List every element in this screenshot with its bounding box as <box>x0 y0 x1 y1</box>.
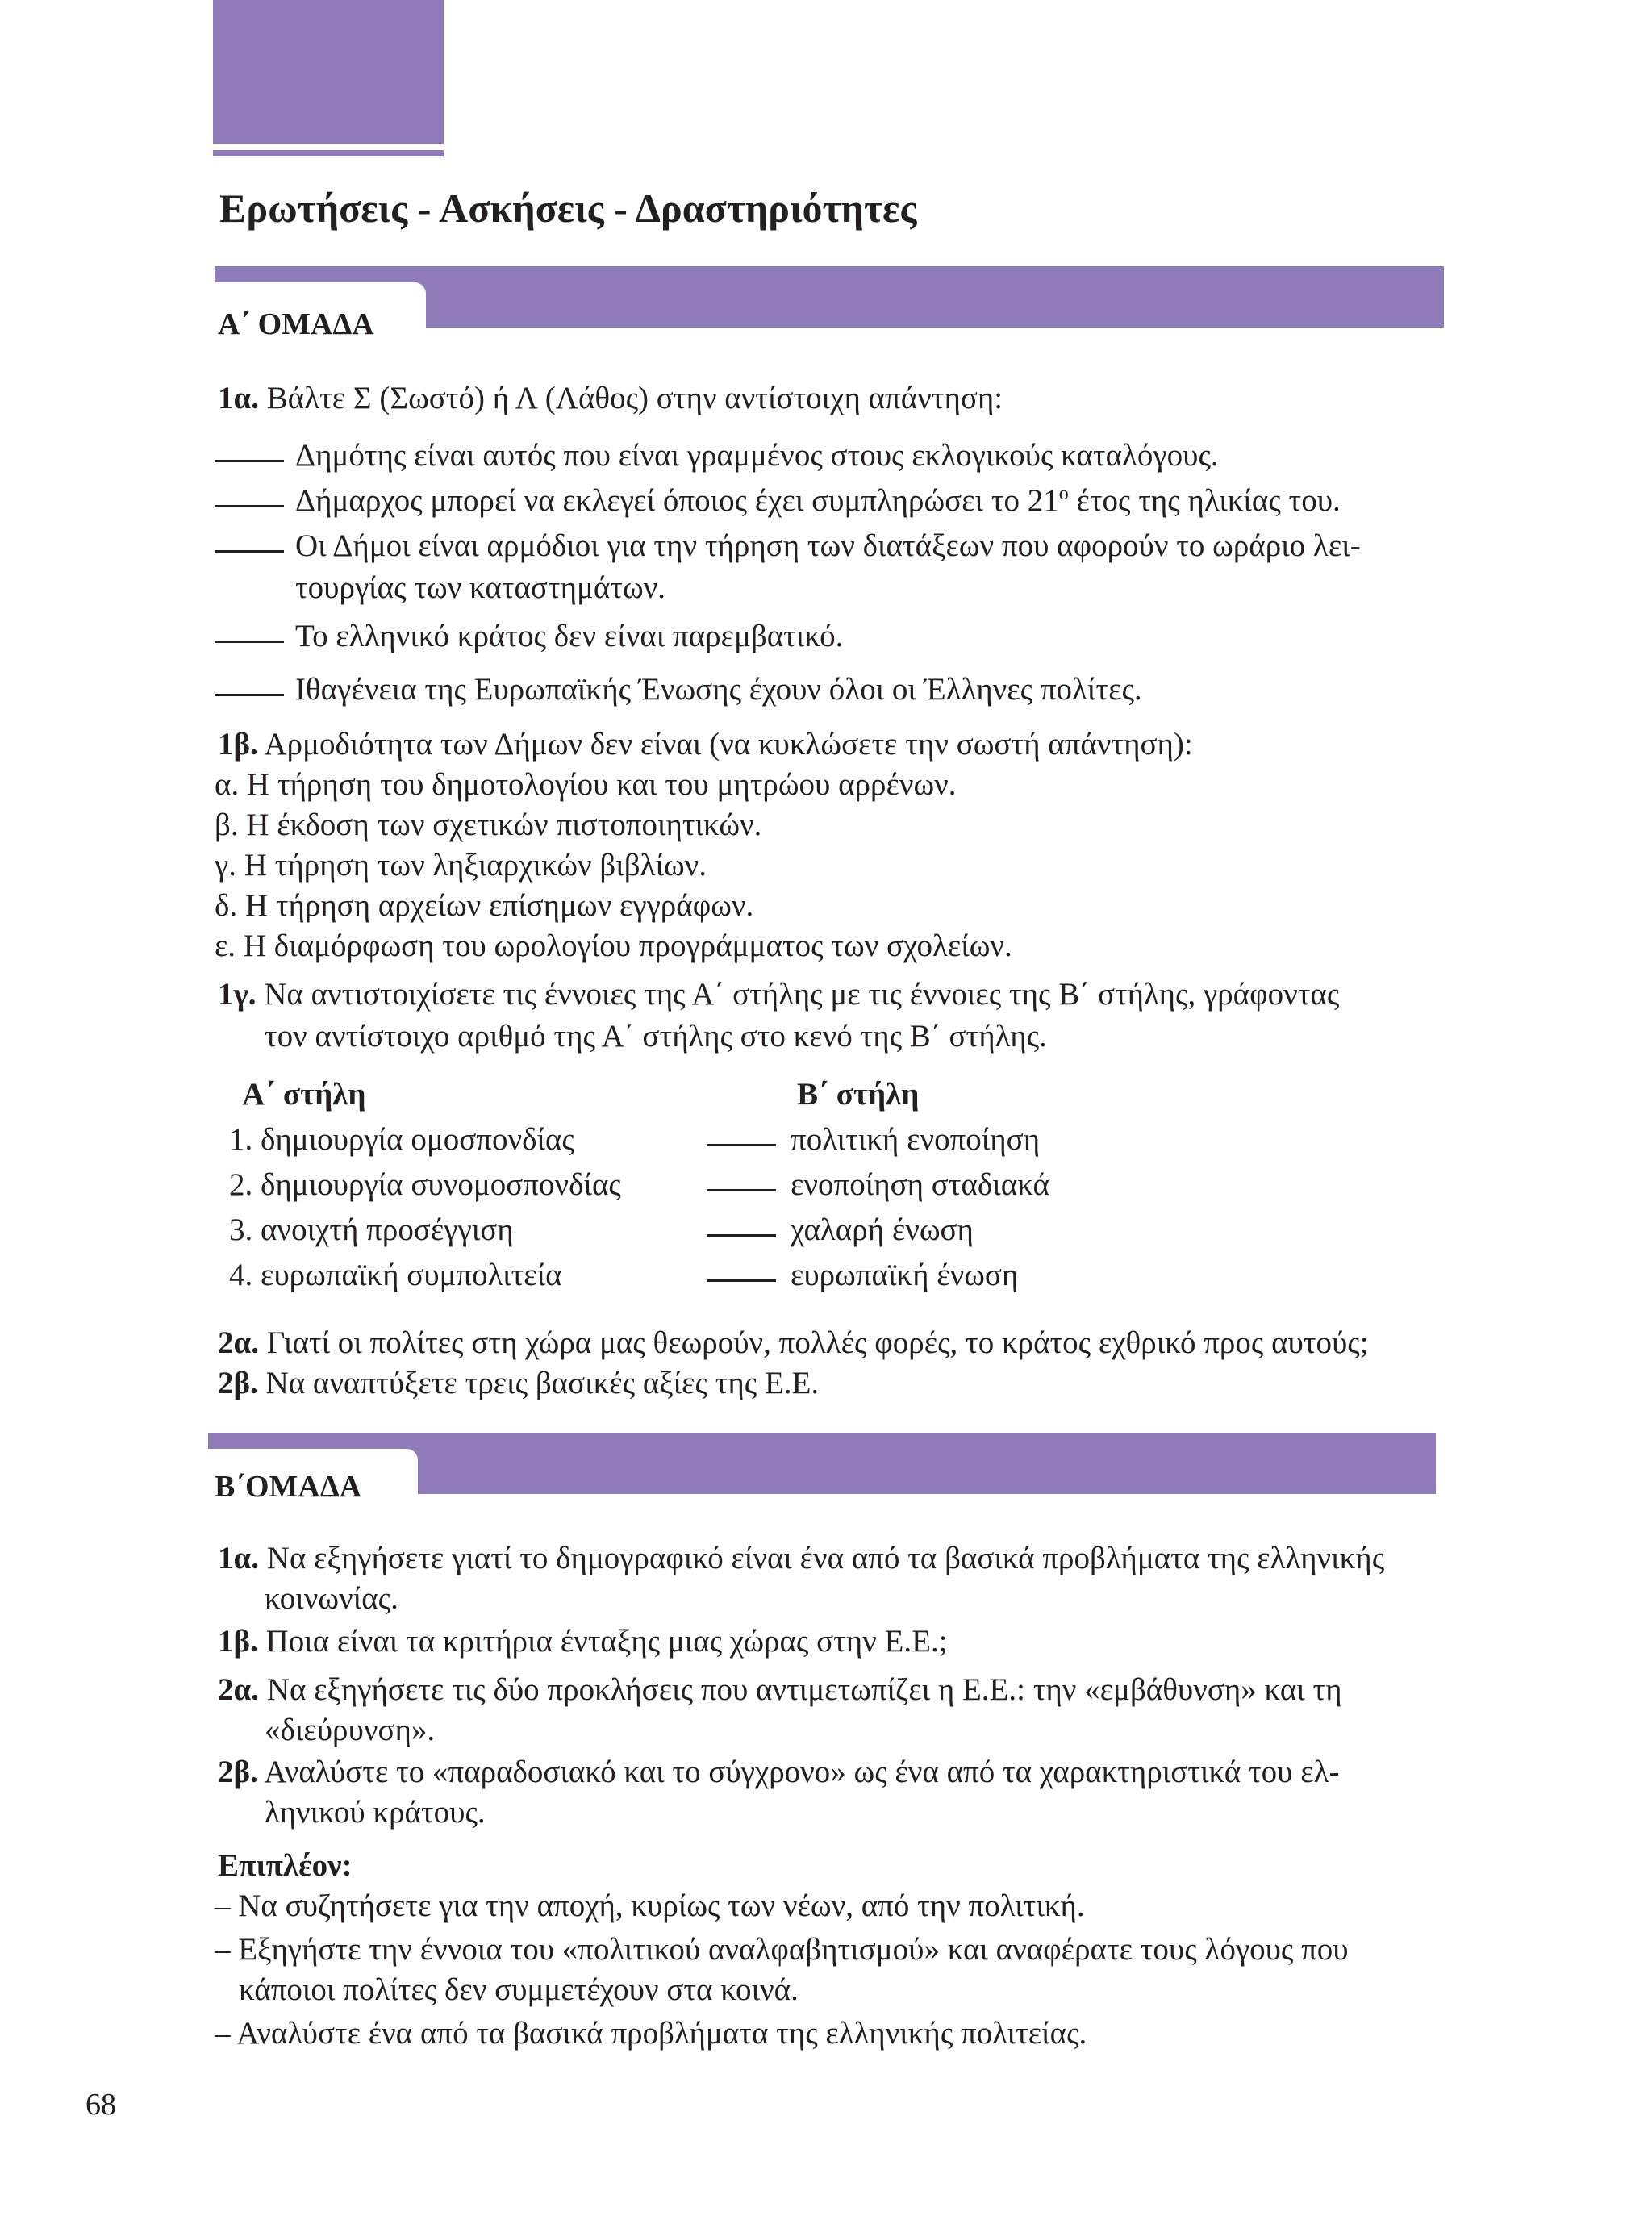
tf-item-text-cont: έτος της ηλικίας του. <box>1076 483 1341 518</box>
tf-item-text: Οι Δήμοι είναι αρμόδιοι για την τήρηση των διατάξεων που αφορούν το ωράριο λει- <box>295 528 1361 563</box>
option-c: γ. Η τήρηση των ληξιαρχικών βιβλίων. <box>215 848 707 883</box>
extra-heading: Επιπλέον: <box>218 1848 353 1883</box>
column-b-text: ευρωπαϊκή ένωση <box>791 1258 1019 1292</box>
tf-item-5 <box>215 666 1142 712</box>
superscript: ο <box>1058 483 1069 504</box>
question-number: 2β. <box>218 1755 258 1789</box>
extra-item-2: – Εξηγήστε την έννοια του «πολιτικού αναλφαβητισμού» και αναφέρατε τους λόγους που <box>215 1932 1349 1967</box>
page-number: 68 <box>86 2088 116 2122</box>
column-b-item-2 <box>707 1163 1049 1207</box>
column-b-item-1 <box>707 1118 1040 1162</box>
question-b-1b <box>218 1620 948 1663</box>
column-a-item-1: 1. δημιουργία ομοσπονδίας <box>229 1122 574 1157</box>
tf-item-3-cont: τουργίας των καταστημάτων. <box>295 570 666 605</box>
section-a-heading: Α΄ ΟΜΑΔΑ <box>218 307 374 341</box>
answer-blank[interactable] <box>215 520 284 553</box>
match-blank[interactable] <box>707 1165 776 1191</box>
question-a-2b <box>218 1362 819 1405</box>
question-a-2a <box>218 1321 1369 1365</box>
option-b: β. Η έκδοση των σχετικών πιστοποιητικών. <box>215 808 762 842</box>
match-blank[interactable] <box>707 1120 776 1146</box>
header-decoration-rule <box>213 150 444 156</box>
question-text: Αναλύστε το «παραδοσιακό και το σύγχρονο» ως ένα από τα χαρακτηριστικά του ελ- <box>264 1755 1340 1789</box>
column-b-item-4 <box>707 1254 1018 1297</box>
question-number: 1α. <box>218 381 260 415</box>
question-a-1a <box>218 377 1003 420</box>
question-text: Βάλτε Σ (Σωστό) ή Λ (Λάθος) στην αντίστοιχη απάντηση: <box>266 381 1003 415</box>
question-b-2a-cont: «διεύρυνση». <box>265 1713 436 1747</box>
page-title: Ερωτήσεις - Ασκήσεις - Δραστηριότητες <box>219 186 917 231</box>
question-text: Να αναπτύξετε τρεις βασικές αξίες της Ε.Ε. <box>265 1366 820 1400</box>
question-text: Να αντιστοιχίσετε τις έννοιες της Α΄ στήλης με τις έννοιες της Β΄ στήλης, γράφοντας <box>264 977 1340 1012</box>
question-number: 2α. <box>218 1672 260 1707</box>
question-text: Γιατί οι πολίτες στη χώρα μας θεωρούν, πολλές φορές, το κράτος εχθρικό προς αυτούς; <box>266 1325 1369 1360</box>
question-text: Αρμοδιότητα των Δήμων δεν είναι (να κυκλώσετε την σωστή απάντηση): <box>264 727 1193 762</box>
option-e: ε. Η διαμόρφωση του ωρολογίου προγράμματος των σχολείων. <box>215 929 1012 963</box>
question-a-1c-cont: τον αντίστοιχο αριθμό της Α΄ στήλης στο κενό της Β΄ στήλης. <box>265 1019 1047 1054</box>
option-a: α. Η τήρηση του δημοτολογίου και του μητρώου αρρένων. <box>215 767 957 802</box>
column-a-header: Α΄ στήλη <box>242 1077 366 1112</box>
question-number: 2β. <box>218 1366 258 1400</box>
tf-item-text: Δημότης είναι αυτός που είναι γραμμένος στους εκλογικούς καταλόγους. <box>295 438 1219 473</box>
column-b-text: χαλαρή ένωση <box>791 1212 974 1247</box>
question-text: Να εξηγήσετε τις δύο προκλήσεις που αντιμετωπίζει η Ε.Ε.: την «εμβάθυνση» και τη <box>266 1672 1342 1707</box>
match-blank[interactable] <box>707 1210 776 1237</box>
answer-blank[interactable] <box>215 663 284 696</box>
column-a-item-3: 3. ανοιχτή προσέγγιση <box>229 1212 514 1247</box>
extra-item-3: – Αναλύστε ένα από τα βασικά προβλήματα της ελληνικής πολιτείας. <box>215 2016 1087 2051</box>
column-b-header: Β΄ στήλη <box>797 1077 920 1112</box>
question-number: 1β. <box>218 727 258 762</box>
answer-blank[interactable] <box>215 429 284 462</box>
question-b-1a-cont: κοινωνίας. <box>265 1581 398 1616</box>
question-b-2b <box>218 1751 1339 1794</box>
option-d: δ. Η τήρηση αρχείων επίσημων εγγράφων. <box>215 888 754 923</box>
column-b-text: ενοποίηση σταδιακά <box>791 1167 1049 1202</box>
section-b-heading: Β΄ΟΜΑΔΑ <box>215 1470 362 1504</box>
column-a-item-4: 4. ευρωπαϊκή συμπολιτεία <box>229 1258 562 1292</box>
column-b-item-3 <box>707 1208 974 1252</box>
question-number: 1γ. <box>218 977 257 1012</box>
tf-item-2 <box>215 478 1341 523</box>
answer-blank[interactable] <box>215 474 284 507</box>
question-text: Να εξηγήσετε γιατί το δημογραφικό είναι ένα από τα βασικά προβλήματα της ελληνικής <box>266 1541 1385 1575</box>
tf-item-1 <box>215 432 1219 478</box>
question-text: Ποια είναι τα κριτήρια ένταξης μιας χώρας στην Ε.Ε.; <box>265 1624 948 1659</box>
answer-blank[interactable] <box>215 610 284 643</box>
extra-item-1: – Να συζητήσετε για την αποχή, κυρίως των νέων, από την πολιτική. <box>215 1888 1085 1923</box>
question-b-1a <box>218 1537 1384 1580</box>
question-number: 2α. <box>218 1325 260 1360</box>
tf-item-text: Ιθαγένεια της Ευρωπαϊκής Ένωσης έχουν όλοι οι Έλληνες πολίτες. <box>295 672 1142 707</box>
question-a-1b <box>218 723 1193 766</box>
question-number: 1β. <box>218 1624 258 1659</box>
header-decoration-block <box>213 0 444 144</box>
tf-item-3 <box>215 523 1361 568</box>
column-b-text: πολιτική ενοποίηση <box>791 1122 1041 1157</box>
tf-item-text: Το ελληνικό κράτος δεν είναι παρεμβατικό. <box>295 619 844 653</box>
extra-item-2-cont: κάποιοι πολίτες δεν συμμετέχουν στα κοινά. <box>239 1972 799 2007</box>
question-b-2a <box>218 1668 1342 1712</box>
tf-item-4 <box>215 613 843 658</box>
tf-item-text: Δήμαρχος μπορεί να εκλεγεί όποιος έχει συμπληρώσει το 21 <box>295 483 1059 518</box>
match-blank[interactable] <box>707 1255 776 1282</box>
question-number: 1α. <box>218 1541 260 1575</box>
question-b-2b-cont: ληνικού κράτους. <box>265 1795 486 1830</box>
column-a-item-2: 2. δημιουργία συνομοσπονδίας <box>229 1167 621 1202</box>
question-a-1c <box>218 973 1339 1016</box>
